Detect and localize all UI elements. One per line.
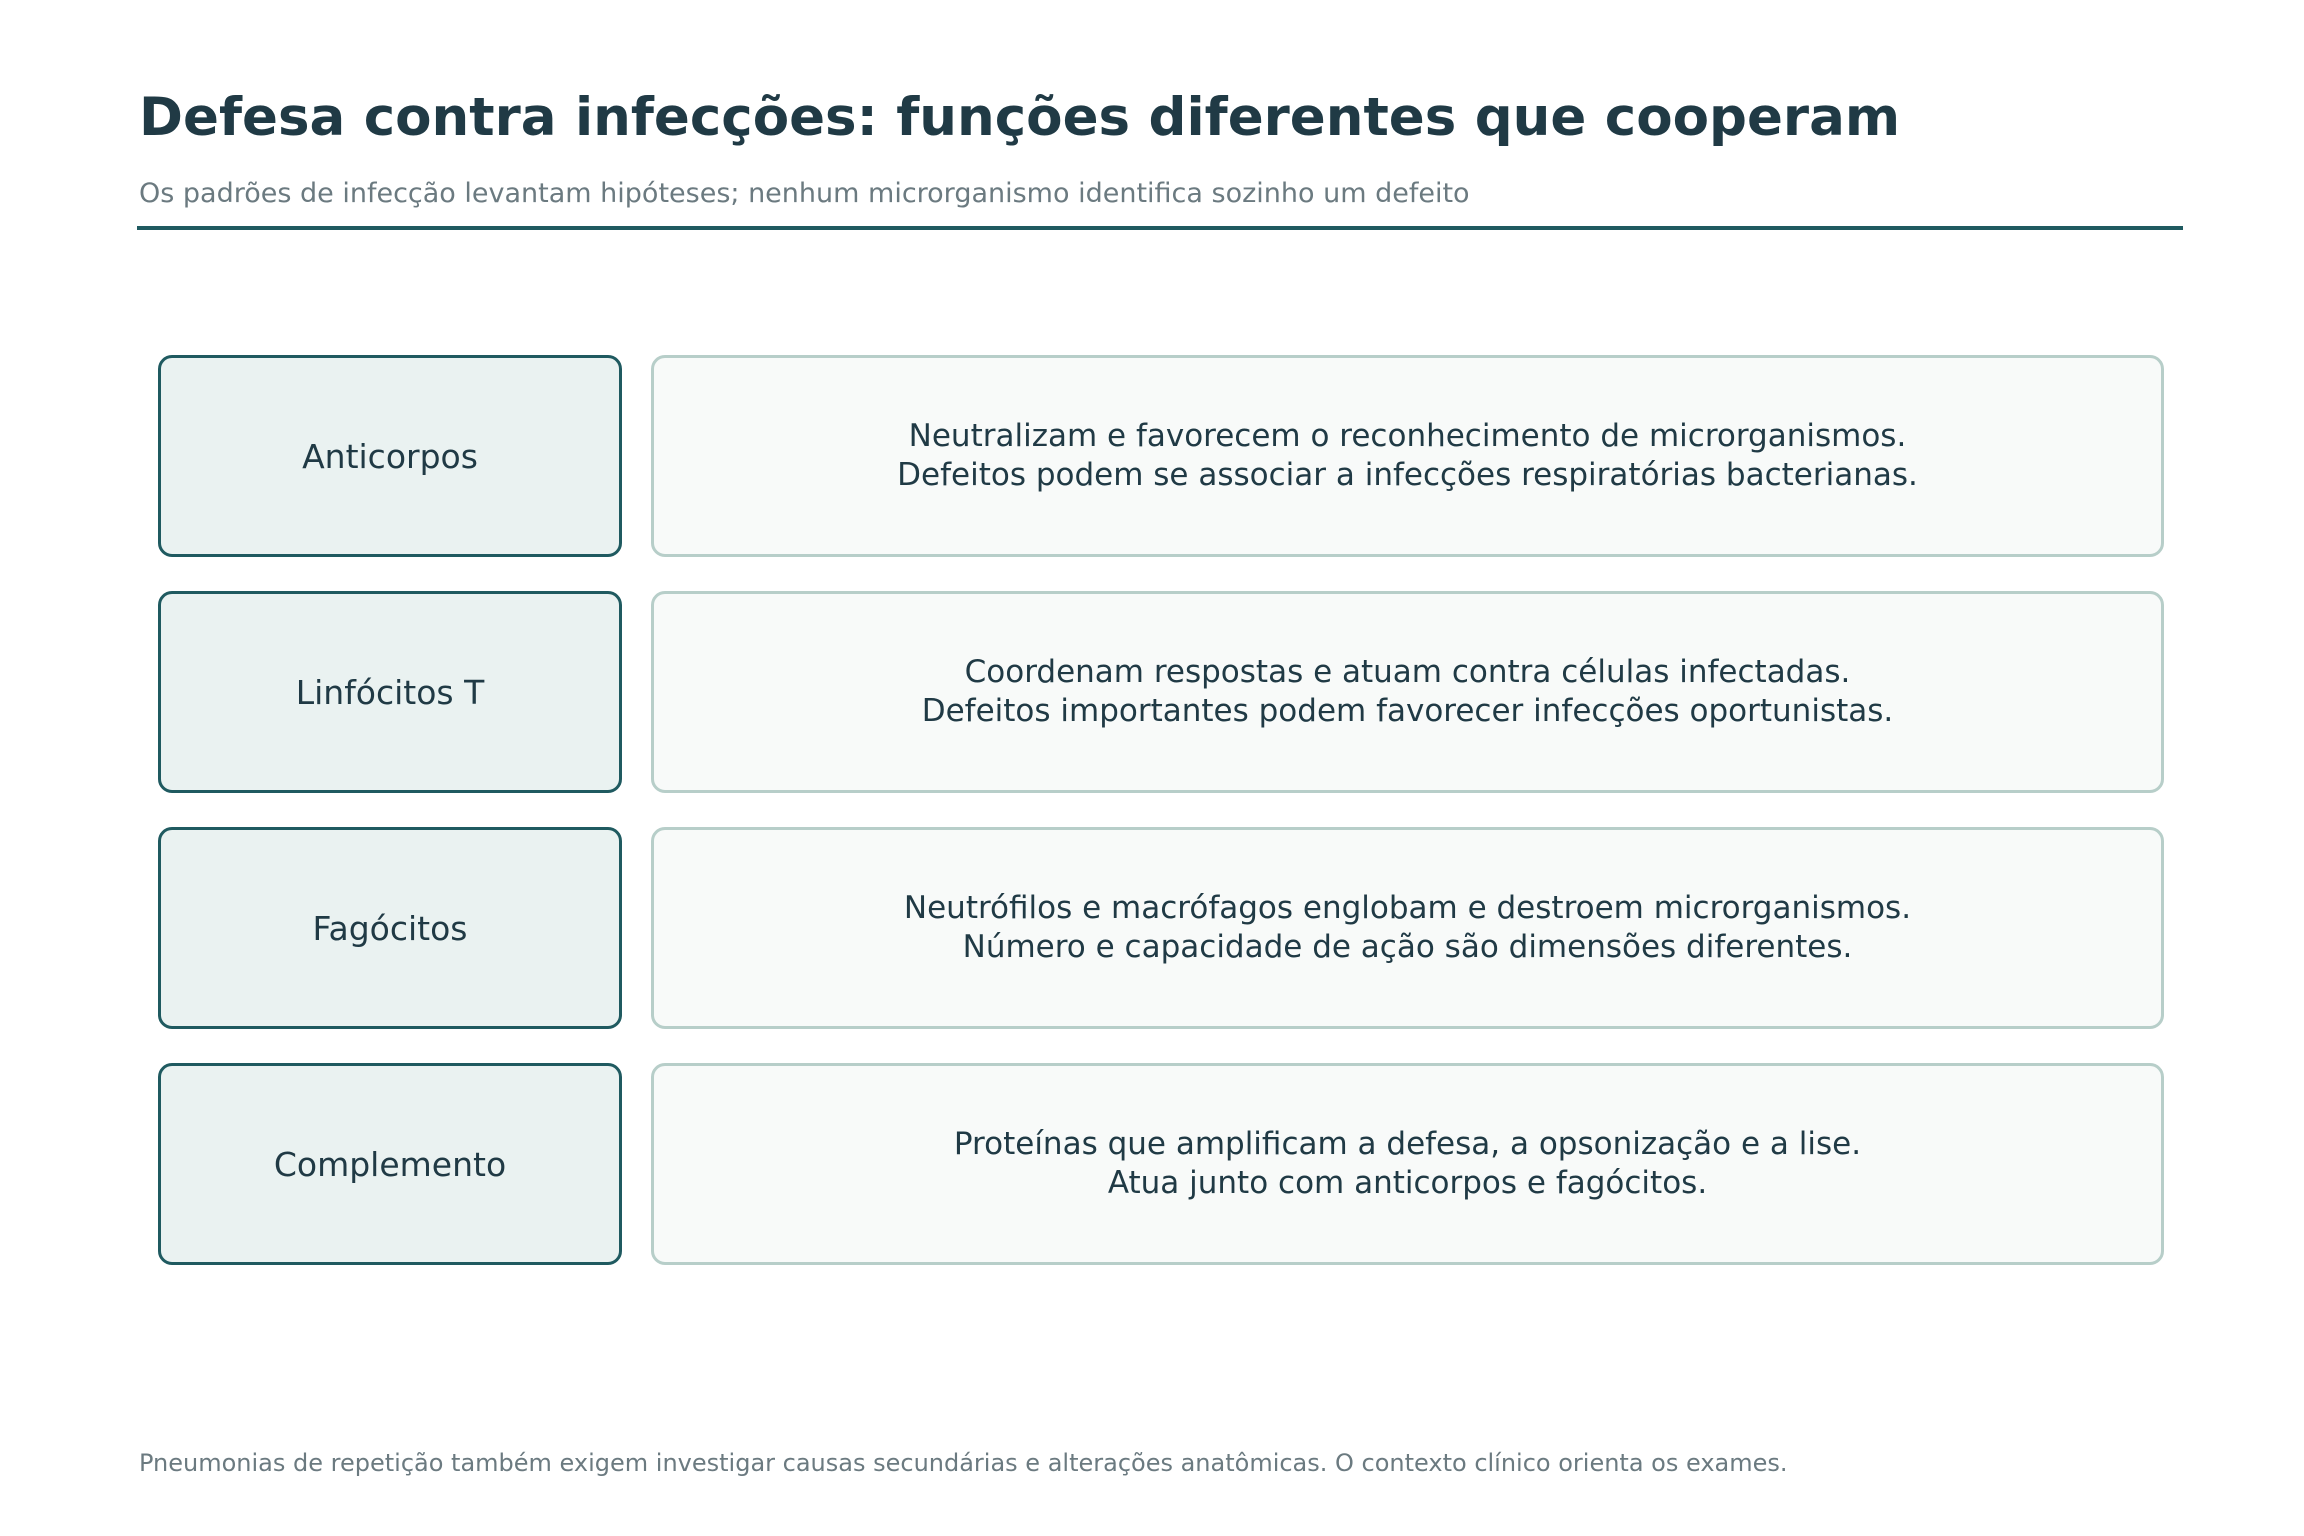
component-box-complemento — [158, 1063, 622, 1265]
description-line-1: Neutrófilos e macrófagos englobam e destroem microrganismos. — [903, 890, 1912, 926]
page-title: Defesa contra infecções: funções diferentes que cooperam — [139, 87, 1901, 148]
component-label: Linfócitos T — [295, 672, 485, 712]
description-line-2: Atua junto com anticorpos e fagócitos. — [1107, 1165, 1708, 1201]
description-box-complemento — [651, 1063, 2164, 1265]
component-label: Anticorpos — [302, 436, 478, 476]
component-box-anticorpos — [158, 355, 622, 557]
description-box-anticorpos — [651, 355, 2164, 557]
description-line-2: Número e capacidade de ação são dimensões diferentes. — [962, 929, 1853, 965]
description-line-1: Coordenam respostas e atuam contra células infectadas. — [964, 654, 1851, 690]
page-subtitle: Os padrões de infecção levantam hipóteses; nenhum microrganismo identifica sozinho um defeito — [139, 178, 1470, 209]
component-label: Fagócitos — [312, 908, 468, 948]
component-box-fagocitos — [158, 827, 622, 1029]
description-line-1: Proteínas que amplificam a defesa, a opsonização e a lise. — [953, 1126, 1862, 1162]
description-line-2: Defeitos podem se associar a infecções respiratórias bacterianas. — [897, 457, 1918, 493]
description-line-1: Neutralizam e favorecem o reconhecimento de microrganismos. — [908, 418, 1907, 454]
description-box-fagocitos — [651, 827, 2164, 1029]
description-line-2: Defeitos importantes podem favorecer infecções oportunistas. — [921, 693, 1894, 729]
footnote: Pneumonias de repetição também exigem investigar causas secundárias e alterações anatômicas. O contexto clínico orienta os exames. — [139, 1449, 1788, 1477]
description-box-linfocitos-t — [651, 591, 2164, 793]
component-label: Complemento — [273, 1144, 507, 1184]
header-divider — [137, 226, 2183, 230]
component-box-linfocitos-t — [158, 591, 622, 793]
